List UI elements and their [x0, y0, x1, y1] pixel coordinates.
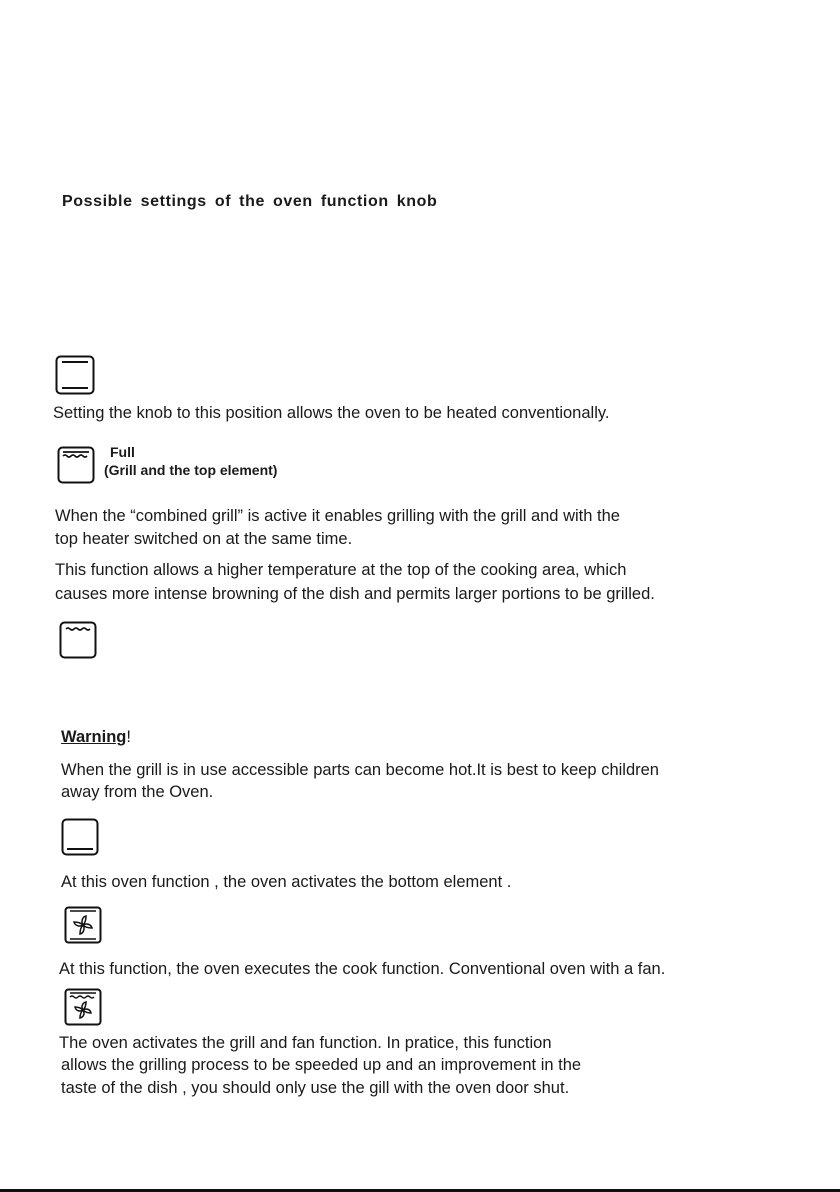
fan-grill-text-2: allows the grilling process to be speeded up and an improvement in the [61, 1056, 582, 1074]
warning-suffix: ! [126, 728, 131, 746]
full-grill-label: Full [110, 444, 135, 460]
page-title: Possible settings of the oven function knob [62, 193, 438, 210]
top-bottom-heat-icon [55, 355, 95, 395]
warning-title: Warning [61, 728, 127, 746]
full-grill-icon [57, 446, 95, 484]
conventional-description: Setting the knob to this position allows the oven to be heated conventionally. [53, 404, 610, 422]
bottom-heat-icon [61, 818, 99, 856]
full-grill-text-3: This function allows a higher temperature at the top of the cooking area, which [55, 561, 627, 579]
fan-grill-text-3: taste of the dish , you should only use the gill with the oven door shut. [61, 1079, 570, 1097]
full-grill-sublabel: (Grill and the top element) [104, 462, 278, 478]
full-grill-text-4: causes more intense browning of the dish and permits larger portions to be grilled. [55, 585, 655, 603]
bottom-element-description: At this oven function , the oven activates the bottom element . [61, 873, 512, 891]
fan-grill-text-1: The oven activates the grill and fan function. In pratice, this function [59, 1034, 552, 1052]
full-grill-text-1: When the “combined grill” is active it enables grilling with the grill and with the [55, 507, 620, 525]
full-grill-text-2: top heater switched on at the same time. [55, 530, 353, 548]
fan-convection-icon [64, 906, 102, 944]
grill-icon [59, 621, 97, 659]
fan-grill-icon [64, 988, 102, 1026]
warning-text-1: When the grill is in use accessible parts can become hot.It is best to keep children [61, 761, 659, 779]
warning-heading [61, 728, 131, 747]
warning-text-2: away from the Oven. [61, 783, 214, 801]
fan-description: At this function, the oven executes the cook function. Conventional oven with a fan. [59, 960, 666, 978]
